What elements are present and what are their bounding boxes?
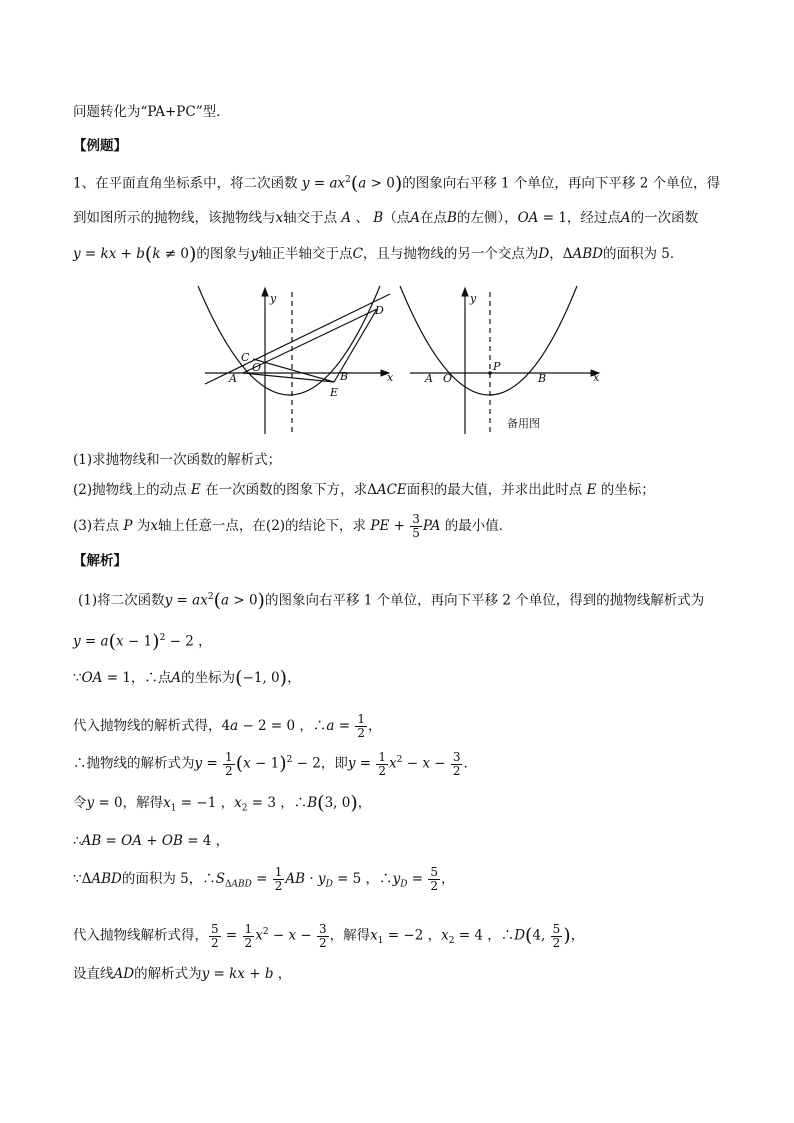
- problem-line-2: 到如图所示的抛物线，该抛物线与x轴交于点 A 、 B（点A在点B的左侧），OA = 1，经过点A的一次函数: [73, 210, 699, 226]
- right-label-y: y: [470, 292, 477, 305]
- left-label-x: x: [387, 371, 394, 384]
- figure-graphs: [195, 284, 605, 439]
- solution-line-7: ∴AB = OA + OB = 4 ，: [73, 833, 230, 849]
- right-label-a: A: [425, 372, 433, 385]
- solution-line-8: ∵ΔABD的面积为 5，$\therefore S_{\Delta ABD}$ = $\frac{1}{2}$ AB · $y_D = 5$ ，$\therefore y_D$ = $\frac{5}{2}$ ，: [73, 865, 455, 893]
- solution-line-10: 设直线AD的解析式为y = kx + b ，: [73, 966, 292, 982]
- solution-line-3: ∵OA = 1，∴点A的坐标为(−1, 0)，: [73, 667, 301, 689]
- right-label-x: x: [593, 371, 600, 384]
- left-label-a: A: [229, 372, 237, 385]
- problem-line-1: 1、在平面直角坐标系中，将二次函数 $y = ax^2(a > 0)$的图象向右平移 1 个单位，再向下平移 2 个单位，得: [73, 172, 721, 195]
- solution-line-6: 令y = 0，解得$x_1 = -1$ ，$x_2 = 3$ ，∴B(3, 0)，: [73, 792, 372, 814]
- left-label-o: O: [252, 361, 262, 374]
- solution-line-1: (1)将二次函数$y = ax^2(a > 0)$的图象向右平移 1 个单位，再向下平移 2 个单位，得到的抛物线解析式为: [78, 589, 705, 612]
- problem-line-3: y = kx + b(k ≠ 0)的图象与y轴正半轴交于点C，且与抛物线的另一个交点为D，ΔABD的面积为 5．: [73, 243, 684, 265]
- intro-text: 问题转化为“PA+PC”型．: [73, 104, 230, 120]
- solution-line-2: $y = a(x - 1)^2 - 2$ ，: [73, 630, 212, 653]
- right-label-o: O: [443, 372, 453, 385]
- left-label-b: B: [340, 370, 349, 383]
- solution-line-9: 代入抛物线解析式得， $\frac{5}{2}$ = $\frac{1}{2}$ $x^2 - x$ − $\frac{3}{2}$ ，解得$x_1 = -2$ ，$x_2 = 4$ ，∴D(4, $\frac{5}{2}$ )，: [73, 921, 585, 950]
- question-1: (1)求抛物线和一次函数的解析式；: [73, 452, 282, 468]
- left-label-d: D: [375, 304, 384, 317]
- solution-line-4: 代入抛物线的解析式得，4a − 2 = 0 ，∴a = $\frac{1}{2}$ ，: [73, 712, 382, 740]
- left-label-c: C: [241, 351, 250, 364]
- question-3: (3)若点 P 为x轴上任意一点，在(2)的结论下，求 PE + $\frac{3}{5}$ PA 的最小值．: [73, 512, 513, 540]
- solution-line-5: ∴抛物线的解析式为y = $\frac{1}{2}$ $(x - 1)^2 - 2$，即y = $\frac{1}{2}$ $x^2 - x$ − $\frac{3}{2}$ .: [73, 749, 468, 778]
- right-label-p: P: [493, 360, 501, 373]
- analysis-heading: 【解析】: [73, 553, 127, 569]
- left-label-e: E: [330, 386, 339, 399]
- example-heading: 【例题】: [73, 138, 127, 154]
- question-2: (2)抛物线上的动点 E 在一次函数的图象下方，求ΔACE面积的最大值，并求出此时点 E 的坐标；: [73, 482, 655, 498]
- left-label-y: y: [270, 292, 277, 305]
- right-label-b: B: [538, 372, 547, 385]
- figure-caption: 备用图: [507, 417, 540, 430]
